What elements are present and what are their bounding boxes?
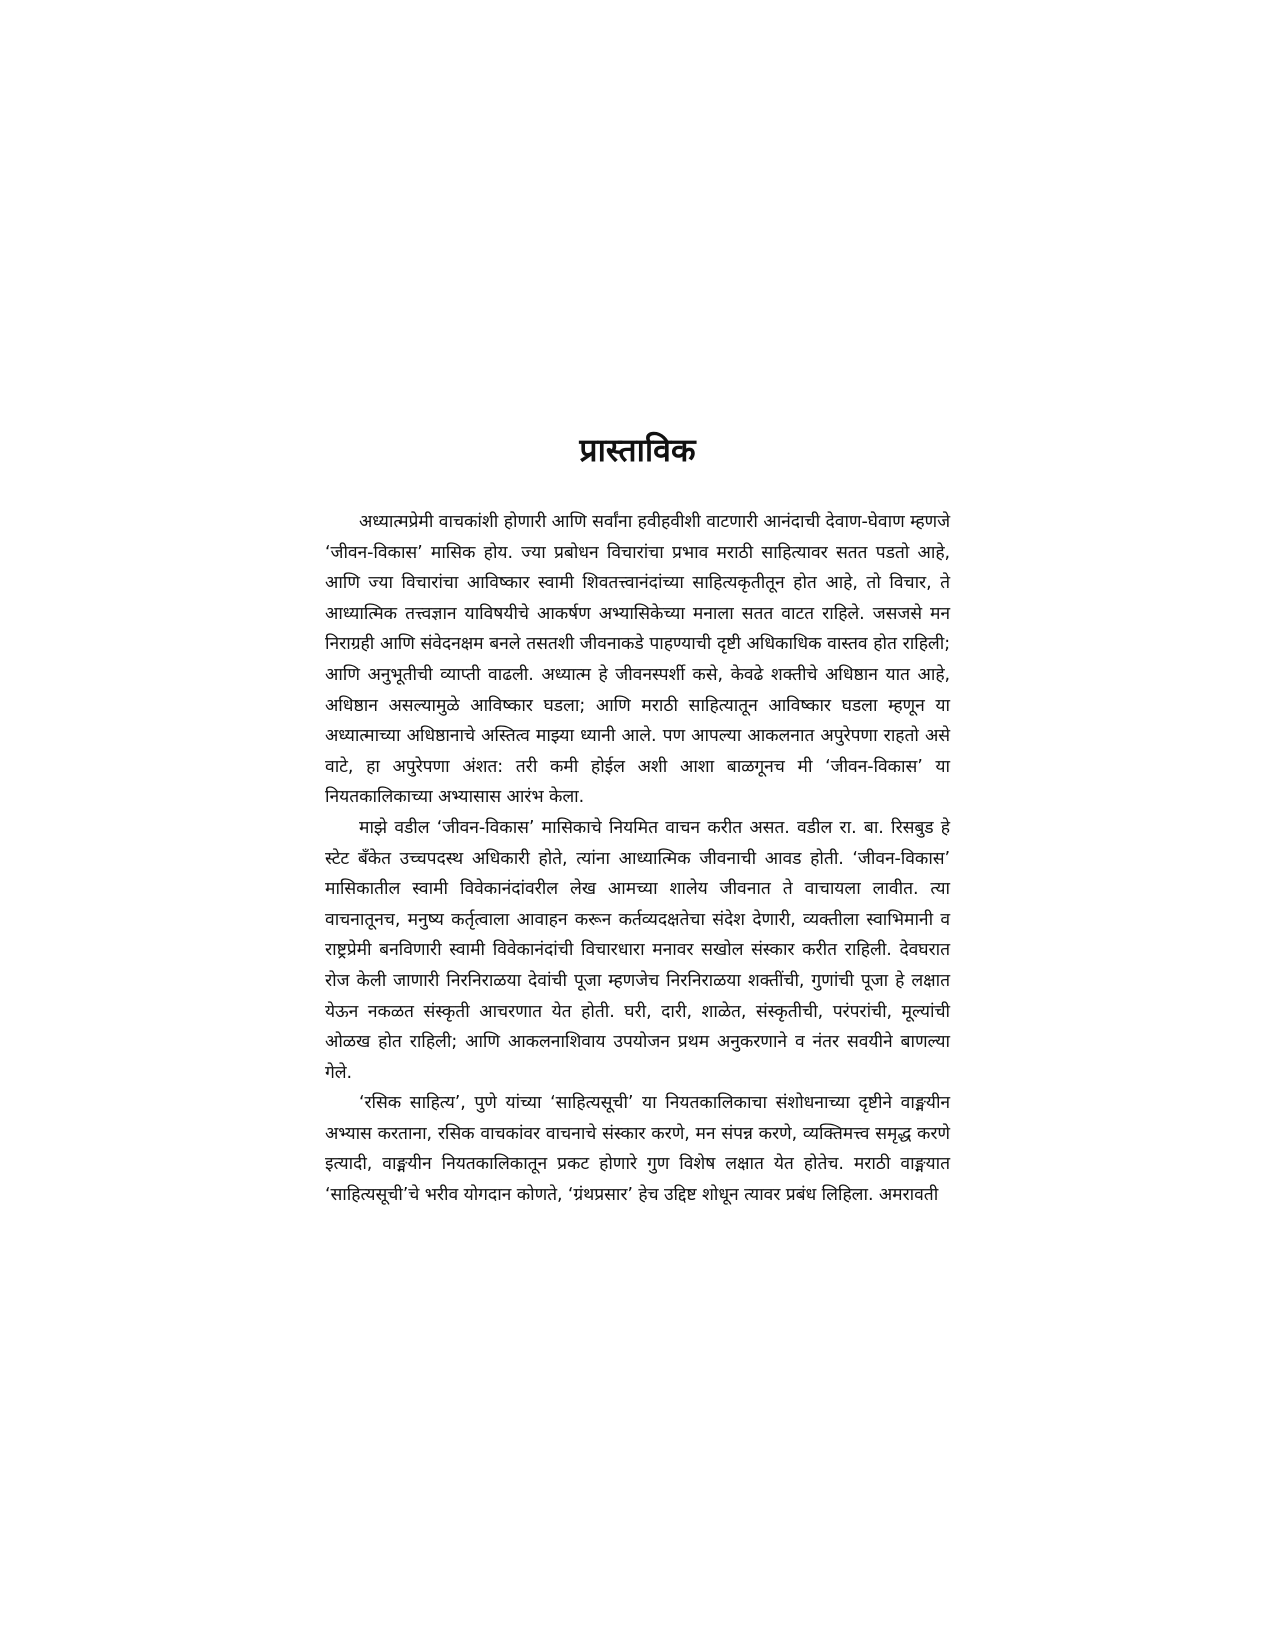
paragraph-3: ‘रसिक साहित्य’, पुणे यांच्या ‘साहित्यसूची’ या नियतकालिकाचा संशोधनाच्या दृष्टीने वाङ्मयीन अभ्यास करताना, रसिक वाचकांवर वाचनाचे संस्कार करणे, मन संपन्न करणे, व्यक्तिमत्त्व समृद्ध करणे इत्यादी, वाङ्मयीन नियतकालिकातून प्रकट होणारे गुण विशेष लक्षात येत होतेच. मराठी वाङ्मयात ‘साहित्यसूची’चे भरीव योगदान कोणते, ‘ग्रंथप्रसार’ हेच उद्दिष्ट शोधून त्यावर प्रबंध लिहिला. अमरावती <box>325 1093 950 1206</box>
paragraph-2: माझे वडील ‘जीवन-विकास’ मासिकाचे नियमित वाचन करीत असत. वडील रा. बा. रिसबुड हे स्टेट बँकेत उच्चपदस्थ अधिकारी होते, त्यांना आध्यात्मिक जीवनाची आवड होती. ‘जीवन-विकास’ मासिकातील स्वामी विवेकानंदांवरील लेख आमच्या शालेय जीवनात ते वाचायला लावीत. त्या वाचनातूनच, मनुष्य कर्तृत्वाला आवाहन करून कर्तव्यदक्षतेचा संदेश देणारी, व्यक्तीला स्वाभिमानी व राष्ट्रप्रेमी बनविणारी स्वामी विवेकानंदांची विचारधारा मनावर सखोल संस्कार करीत राहिली. देवघरात रोज केली जाणारी निरनिराळया देवांची पूजा म्हणजेच निरनिराळया शक्तींची, गुणांची पूजा हे लक्षात येऊन नकळत संस्कृती आचरणात येत होती. घरी, दारी, शाळेत, संस्कृतीची, परंपरांची, मूल्यांची ओळख होत राहिली; आणि आकलनाशिवाय उपयोजन प्रथम अनुकरणाने व नंतर सवयीने बाणल्या गेले. <box>325 817 950 1083</box>
paragraph-1: अध्यात्मप्रेमी वाचकांशी होणारी आणि सर्वांना हवीहवीशी वाटणारी आनंदाची देवाण-घेवाण म्हणजे ‘जीवन-विकास’ मासिक होय. ज्या प्रबोधन विचारांचा प्रभाव मराठी साहित्यावर सतत पडतो आहे, आणि ज्या विचारांचा आविष्कार स्वामी शिवतत्त्वानंदांच्या साहित्यकृतीतून होत आहे, तो विचार, ते आध्यात्मिक तत्त्वज्ञान याविषयीचे आकर्षण अभ्यासिकेच्या मनाला सतत वाटत राहिले. जसजसे मन निराग्रही आणि संवेदनक्षम बनले तसतशी जीवनाकडे पाहण्याची दृष्टी अधिकाधिक वास्तव होत राहिली; आणि अनुभूतीची व्याप्ती वाढली. अध्यात्म हे जीवनस्पर्शी कसे, केवढे शक्तीचे अधिष्ठान यात आहे, अधिष्ठान असल्यामुळे आविष्कार घडला; आणि मराठी साहित्यातून आविष्कार घडला म्हणून या अध्यात्माच्या अधिष्ठानाचे अस्तित्व माझ्या ध्यानी आले. पण आपल्या आकलनात अपुरेपणा राहतो असे वाटे, हा अपुरेपणा अंशत: तरी कमी होईल अशी आशा बाळगूनच मी ‘जीवन-विकास’ या नियतकालिकाच्या अभ्यासास आरंभ केला. <box>325 512 950 808</box>
page-title: प्रास्ताविक <box>579 431 696 469</box>
text-body <box>325 507 950 1211</box>
document-page <box>325 0 950 1650</box>
